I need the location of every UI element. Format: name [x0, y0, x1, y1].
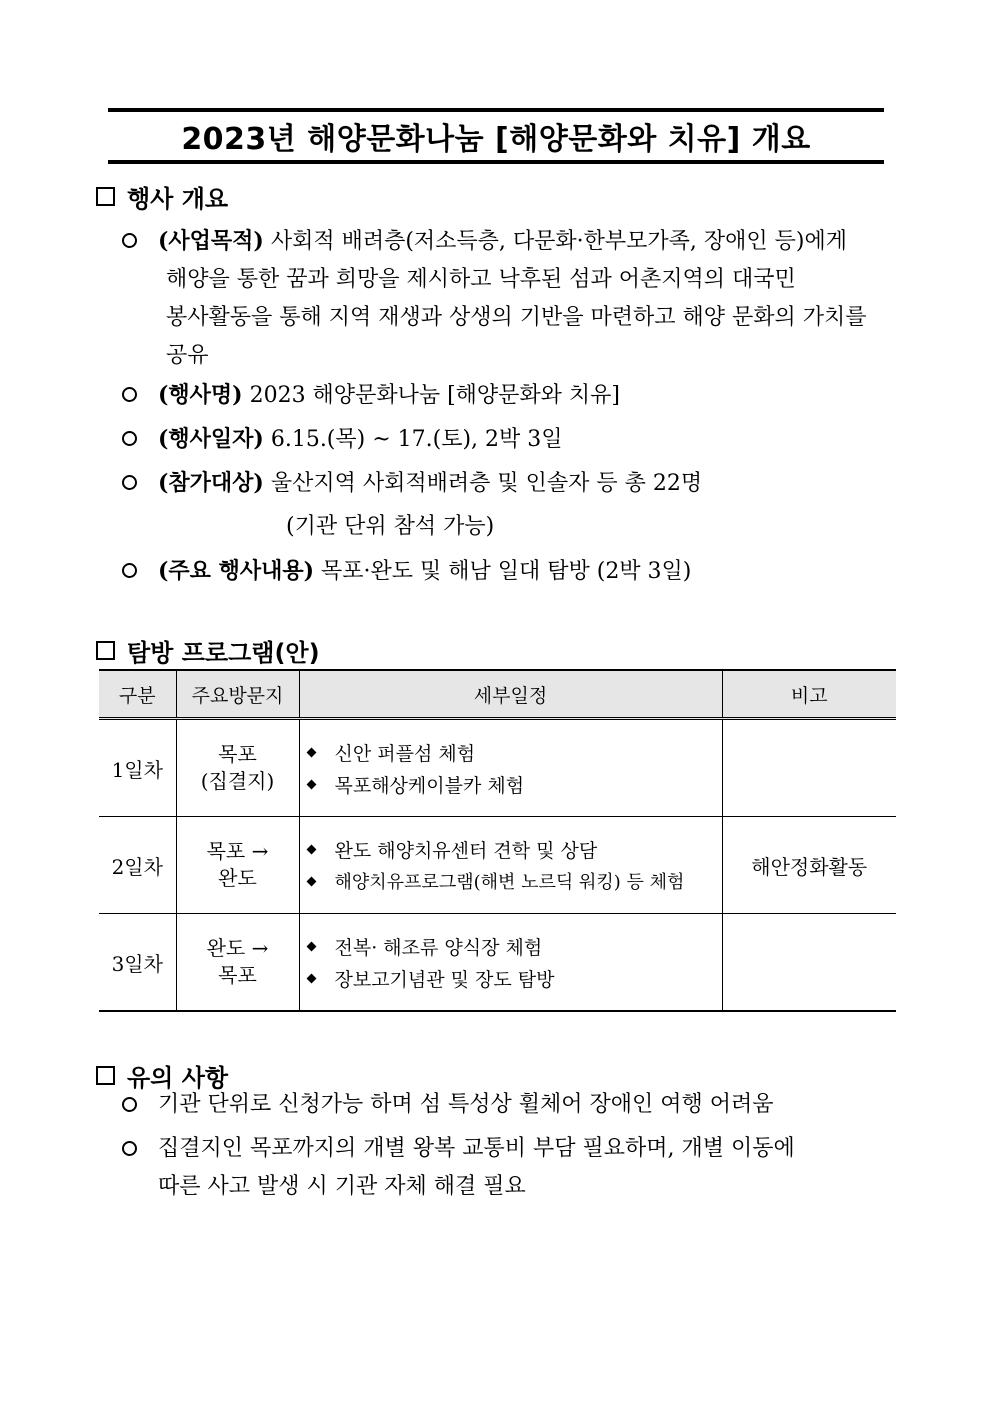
- target-text: 울산지역 사회적배려층 및 인솔자 등 총 22명: [270, 471, 703, 496]
- date-label: (행사일자): [158, 426, 264, 452]
- table-row: [99, 817, 896, 914]
- circle-bullet-icon: [122, 1141, 137, 1156]
- circle-bullet-icon: [122, 431, 137, 446]
- title-box: [108, 108, 884, 164]
- detail-cell: [299, 817, 722, 914]
- place-line: 목포 →: [206, 839, 269, 863]
- table-header-row: [99, 670, 896, 719]
- header-day: 구분: [99, 670, 176, 719]
- detail-item: 장보고기념관 및 장도 탐방: [334, 968, 555, 991]
- day-cell: 1일차: [99, 719, 176, 817]
- diamond-bullet-icon: [306, 941, 316, 951]
- detail-item: 해양치유프로그램(해변 노르딕 워킹) 등 체험: [334, 872, 685, 893]
- day-cell: 3일차: [99, 914, 176, 1012]
- circle-bullet-icon: [122, 563, 137, 578]
- note-cell: [722, 914, 896, 1012]
- header-detail: 세부일정: [299, 670, 722, 719]
- detail-item: 목포해상케이블카 체험: [334, 774, 525, 797]
- section-heading-overview: [96, 179, 228, 214]
- detail-cell: [299, 914, 722, 1012]
- circle-bullet-icon: [122, 387, 137, 402]
- square-icon: [96, 1066, 115, 1085]
- section-heading-program: [96, 633, 320, 668]
- diamond-bullet-icon: [306, 973, 316, 983]
- square-icon: [96, 641, 115, 660]
- section-title: 탐방 프로그램(안): [127, 639, 320, 667]
- purpose-line: 해양을 통한 꿈과 희망을 제시하고 낙후된 섬과 어촌지역의 대국민: [166, 267, 796, 292]
- detail-item: 신안 퍼플섬 체험: [334, 742, 476, 765]
- circle-bullet-icon: [122, 1097, 137, 1112]
- diamond-bullet-icon: [306, 747, 316, 757]
- content-text: 목포·완도 및 해남 일대 탐방 (2박 3일): [321, 559, 692, 584]
- note-cell: [722, 719, 896, 817]
- overview-target-note: [286, 508, 886, 546]
- note-item: [122, 1086, 898, 1124]
- overview-date: [122, 420, 898, 459]
- section-title: 유의 사항: [127, 1064, 229, 1092]
- diamond-bullet-icon: [306, 779, 316, 789]
- overview-target: [122, 464, 898, 503]
- note-cell: 해안정화활동: [722, 817, 896, 914]
- place-line: 완도: [218, 866, 257, 890]
- purpose-line: 봉사활동을 통해 지역 재생과 상생의 기반을 마련하고 해양 문화의 가치를: [166, 305, 867, 330]
- date-text: 6.15.(목) ~ 17.(토), 2박 3일: [270, 427, 563, 452]
- target-note: (기관 단위 참석 가능): [286, 514, 495, 539]
- target-label: (참가대상): [158, 470, 264, 496]
- name-text: 2023 해양문화나눔 [해양문화와 치유]: [249, 383, 620, 408]
- diamond-bullet-icon: [306, 876, 316, 886]
- page-title: 2023년 해양문화나눔 [해양문화와 치유] 개요: [181, 122, 811, 157]
- table-row: [99, 719, 896, 817]
- content-label: (주요 행사내용): [158, 558, 314, 584]
- note-line: 기관 단위로 신청가능 하며 섬 특성상 휠체어 장애인 여행 어려움: [158, 1092, 774, 1117]
- note-line: 따른 사고 발생 시 기관 자체 해결 필요: [158, 1174, 526, 1199]
- diamond-bullet-icon: [306, 844, 316, 854]
- overview-purpose: [122, 222, 898, 375]
- day-cell: 2일차: [99, 817, 176, 914]
- section-title: 행사 개요: [127, 185, 229, 213]
- place-line: 목포: [218, 963, 257, 987]
- purpose-label: (사업목적): [158, 228, 264, 254]
- place-line: 완도 →: [206, 936, 269, 960]
- place-cell: [176, 817, 299, 914]
- place-cell: [176, 914, 299, 1012]
- note-item: [122, 1130, 898, 1206]
- detail-cell: [299, 719, 722, 817]
- header-place: 주요방문지: [176, 670, 299, 719]
- purpose-line: 공유: [166, 343, 209, 368]
- square-icon: [96, 187, 115, 206]
- detail-item: 전복· 해조류 양식장 체험: [334, 936, 543, 959]
- name-label: (행사명): [158, 382, 243, 408]
- purpose-line: 사회적 배려층(저소득층, 다문화·한부모가족, 장애인 등)에게: [270, 229, 847, 254]
- detail-item: 완도 해양치유센터 견학 및 상담: [334, 839, 598, 862]
- overview-name: [122, 376, 898, 415]
- note-line: 집결지인 목포까지의 개별 왕복 교통비 부담 필요하며, 개별 이동에: [158, 1136, 795, 1161]
- place-line: 목포: [218, 742, 257, 766]
- place-cell: [176, 719, 299, 817]
- place-line: (집결지): [200, 769, 275, 793]
- circle-bullet-icon: [122, 233, 137, 248]
- table-row: [99, 914, 896, 1012]
- overview-content: [122, 552, 898, 591]
- header-note: 비고: [722, 670, 896, 719]
- circle-bullet-icon: [122, 475, 137, 490]
- program-table: [99, 669, 896, 1012]
